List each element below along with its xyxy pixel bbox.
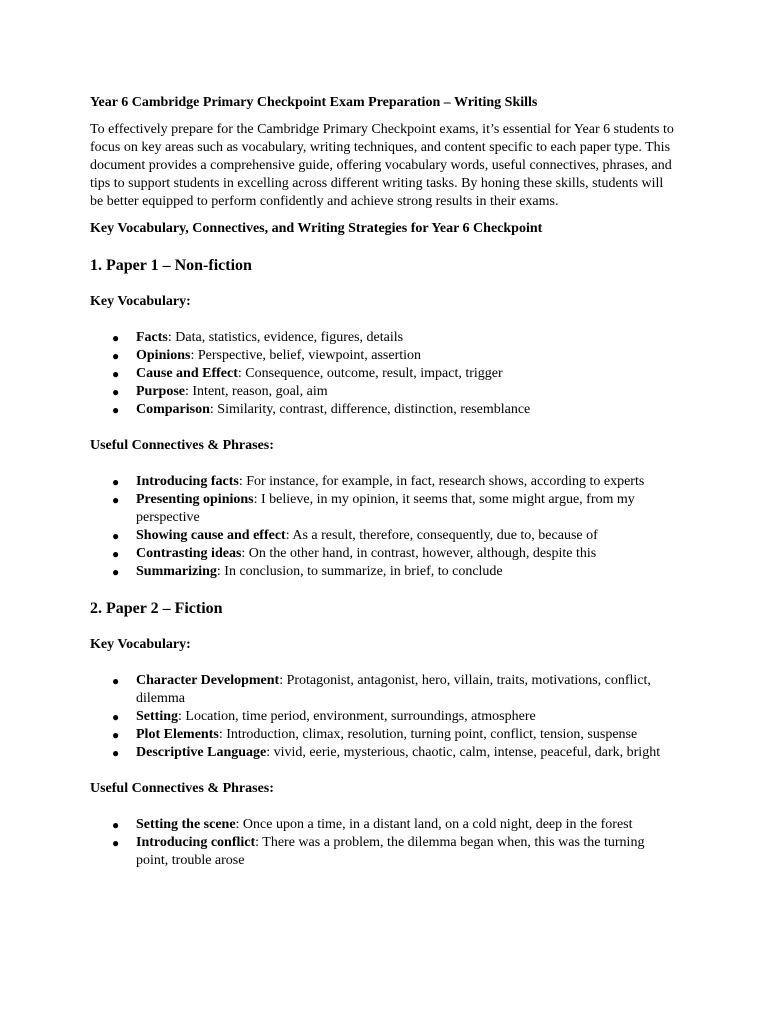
list-item — [90, 816, 680, 834]
bullet-icon: ● — [112, 331, 120, 345]
list-item — [90, 563, 680, 581]
bullet-icon: ● — [112, 565, 120, 579]
item-description: : There was a problem, the dilemma began when, this was the turning point, trouble arose — [136, 835, 645, 868]
item-description: : Consequence, outcome, result, impact, trigger — [237, 366, 503, 381]
document-subtitle: Key Vocabulary, Connectives, and Writing Strategies for Year 6 Checkpoint — [90, 221, 543, 236]
section-paper-2 — [90, 599, 680, 870]
bullet-icon: ● — [112, 367, 120, 381]
item-term: Cause and Effect — [136, 366, 238, 381]
item-term: Introducing facts — [136, 474, 239, 489]
bullet-icon: ● — [112, 674, 120, 688]
list-item — [90, 708, 680, 726]
bullet-icon: ● — [112, 349, 120, 363]
item-description: : Data, statistics, evidence, figures, details — [167, 330, 404, 345]
item-term: Summarizing — [136, 564, 217, 579]
section-paper-1 — [90, 256, 680, 581]
list-item — [90, 545, 680, 563]
item-description: : Perspective, belief, viewpoint, assertion — [190, 348, 422, 363]
item-term: Presenting opinions — [136, 492, 254, 507]
item-description: : I believe, in my opinion, it seems that, some might argue, from my perspective — [136, 492, 635, 525]
item-description: : Once upon a time, in a distant land, on a cold night, deep in the forest — [235, 817, 633, 832]
list-item — [90, 834, 680, 870]
list-item — [90, 401, 680, 419]
intro-paragraph: To effectively prepare for the Cambridge Primary Checkpoint exams, it’s essential for Year 6 students to focus on key areas such as vocabulary, writing techniques, and content specific to each paper type. This document provides a comprehensive guide, offering vocabulary words, useful connectives, phrases, and tips to support students in excelling across different writing tasks. By honing these skills, students will be better equipped to perform confidently and achieve strong results in their exams. — [90, 122, 674, 209]
item-description: : Protagonist, antagonist, hero, villain, traits, motivations, conflict, dilemma — [136, 673, 651, 706]
connectives-heading: Useful Connectives & Phrases: — [90, 781, 274, 796]
bullet-icon: ● — [112, 547, 120, 561]
bullet-icon: ● — [112, 403, 120, 417]
list-item — [90, 726, 680, 744]
item-term: Setting the scene — [136, 817, 236, 832]
document-title: Year 6 Cambridge Primary Checkpoint Exam Preparation – Writing Skills — [90, 95, 538, 110]
item-term: Contrasting ideas — [136, 546, 242, 561]
item-description: : Intent, reason, goal, aim — [185, 384, 328, 399]
list-item — [90, 672, 680, 708]
item-description: : Introduction, climax, resolution, turning point, conflict, tension, suspense — [218, 727, 638, 742]
section-heading: 2. Paper 2 – Fiction — [90, 600, 223, 617]
list-item — [90, 383, 680, 401]
list-item — [90, 329, 680, 347]
item-term: Showing cause and effect — [136, 528, 286, 543]
bullet-icon: ● — [112, 746, 120, 760]
section-heading: 1. Paper 1 – Non-fiction — [90, 257, 252, 274]
bullet-icon: ● — [112, 728, 120, 742]
vocab-list — [90, 672, 680, 762]
list-item — [90, 347, 680, 365]
item-description: : On the other hand, in contrast, however, although, despite this — [241, 546, 597, 561]
bullet-icon: ● — [112, 385, 120, 399]
vocab-list — [90, 329, 680, 419]
bullet-icon: ● — [112, 836, 120, 850]
bullet-icon: ● — [112, 493, 120, 507]
item-description: : Location, time period, environment, surroundings, atmosphere — [178, 709, 536, 724]
item-term: Introducing conflict — [136, 835, 256, 850]
bullet-icon: ● — [112, 475, 120, 489]
bullet-icon: ● — [112, 529, 120, 543]
item-term: Plot Elements — [136, 727, 219, 742]
connectives-list — [90, 816, 680, 870]
item-description: : As a result, therefore, consequently, due to, because of — [285, 528, 598, 543]
list-item — [90, 473, 680, 491]
item-term: Setting — [136, 709, 178, 724]
connectives-list — [90, 473, 680, 581]
list-item — [90, 365, 680, 383]
item-description: : vivid, eerie, mysterious, chaotic, calm, intense, peaceful, dark, bright — [266, 745, 661, 760]
list-item — [90, 527, 680, 545]
item-description: : In conclusion, to summarize, in brief, to conclude — [216, 564, 503, 579]
bullet-icon: ● — [112, 710, 120, 724]
item-term: Comparison — [136, 402, 210, 417]
vocab-heading: Key Vocabulary: — [90, 294, 191, 309]
list-item — [90, 491, 680, 527]
item-term: Facts — [136, 330, 168, 345]
item-term: Purpose — [136, 384, 185, 399]
item-description: : Similarity, contrast, difference, distinction, resemblance — [209, 402, 531, 417]
item-term: Descriptive Language — [136, 745, 267, 760]
vocab-heading: Key Vocabulary: — [90, 637, 191, 652]
list-item — [90, 744, 680, 762]
item-term: Character Development — [136, 673, 280, 688]
connectives-heading: Useful Connectives & Phrases: — [90, 438, 274, 453]
item-term: Opinions — [136, 348, 191, 363]
bullet-icon: ● — [112, 818, 120, 832]
item-description: : For instance, for example, in fact, research shows, according to experts — [238, 474, 645, 489]
